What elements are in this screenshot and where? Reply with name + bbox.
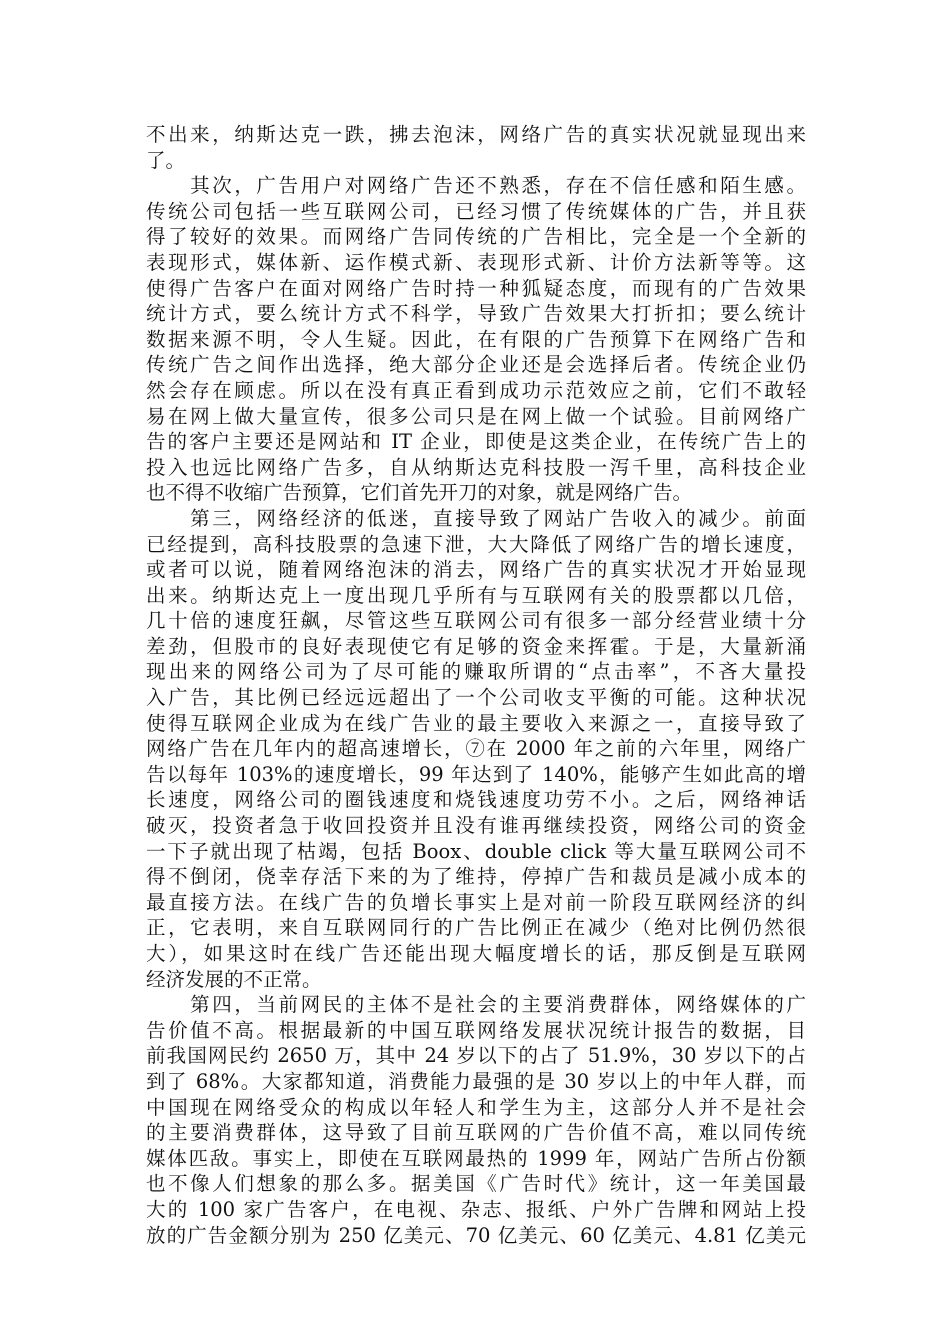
text-line: 几十倍的速度狂飙，尽管这些互联网公司有很多一部分经营业绩十分 bbox=[146, 609, 806, 633]
text-line: 使得互联网企业成为在线广告业的最主要收入来源之一，直接导致了 bbox=[146, 711, 806, 735]
paragraph-start-line: 第三，网络经济的低迷，直接导致了网站广告收入的减少。前面 bbox=[146, 506, 806, 530]
text-line: 数据来源不明，令人生疑。因此，在有限的广告预算下在网络广告和 bbox=[146, 327, 806, 351]
text-line: 现出来的网络公司为了尽可能的赚取所谓的“点击率”，不吝大量投 bbox=[146, 660, 806, 684]
text-line: 放的广告金额分别为 250 亿美元、70 亿美元、60 亿美元、4.81 亿美元 bbox=[146, 1223, 806, 1247]
text-line: 也不得不收缩广告预算，它们首先开刀的对象，就是网络广告。 bbox=[146, 481, 693, 505]
text-line: 得了较好的效果。而网络广告同传统的广告相比，完全是一个全新的 bbox=[146, 225, 806, 249]
document-body bbox=[146, 122, 806, 1248]
paragraph-start-line: 其次，广告用户对网络广告还不熟悉，存在不信任感和陌生感。 bbox=[146, 174, 806, 198]
text-line: 易在网上做大量宣传，很多公司只是在网上做一个试验。目前网络广 bbox=[146, 404, 806, 428]
text-line: 出来。纳斯达克上一度出现几乎所有与互联网有关的股票都以几倍， bbox=[146, 583, 806, 607]
text-line: 得不倒闭，侥幸存活下来的为了维持，停掉广告和裁员是减小成本的 bbox=[146, 865, 806, 889]
text-line: 传统广告之间作出选择，绝大部分企业还是会选择后者。传统企业仍 bbox=[146, 353, 806, 377]
text-line: 不出来，纳斯达克一跌，拂去泡沫，网络广告的真实状况就显现出来 bbox=[146, 123, 806, 146]
text-line: 了。 bbox=[146, 148, 186, 172]
text-line: 已经提到，高科技股票的急速下泄，大大降低了网络广告的增长速度， bbox=[146, 532, 806, 556]
text-line: 中国现在网络受众的构成以年轻人和学生为主，这部分人并不是社会 bbox=[146, 1095, 806, 1119]
text-line: 告的客户主要还是网站和 IT 企业，即使是这类企业，在传统广告上的 bbox=[146, 430, 806, 454]
text-line: 一下子就出现了枯竭，包括 Boox、double click 等大量互联网公司不 bbox=[146, 839, 806, 863]
text-line: 入广告，其比例已经远远超出了一个公司收支平衡的可能。这种状况 bbox=[146, 686, 806, 710]
text-line: 告以每年 103%的速度增长，99 年达到了 140%，能够产生如此高的增 bbox=[146, 762, 806, 786]
text-line: 经济发展的不正常。 bbox=[146, 967, 322, 991]
text-line: 告价值不高。根据最新的中国互联网络发展状况统计报告的数据，目 bbox=[146, 1018, 806, 1042]
text-line: 差劲，但股市的良好表现使它有足够的资金来挥霍。于是，大量新涌 bbox=[146, 634, 806, 658]
text-line: 或者可以说，随着网络泡沫的消去，网络广告的真实状况才开始显现 bbox=[146, 558, 806, 582]
text-line: 使得广告客户在面对网络广告时持一种狐疑态度，而现有的广告效果 bbox=[146, 276, 806, 300]
text-line: 破灭，投资者急于收回投资并且没有谁再继续投资，网络公司的资金 bbox=[146, 814, 806, 838]
text-line: 大），如果这时在线广告还能出现大幅度增长的话，那反倒是互联网 bbox=[146, 942, 806, 965]
text-line: 大的 100 家广告客户，在电视、杂志、报纸、户外广告牌和网站上投 bbox=[146, 1197, 806, 1221]
text-line: 网络广告在几年内的超高速增长，⑦在 2000 年之前的六年里，网络广 bbox=[146, 737, 806, 761]
text-line: 媒体匹敌。事实上，即使在互联网最热的 1999 年，网站广告所占份额 bbox=[146, 1146, 806, 1170]
text-line: 正，它表明，来自互联网同行的广告比例正在减少（绝对比例仍然很 bbox=[146, 916, 806, 940]
text-line: 前我国网民约 2650 万，其中 24 岁以下的占了 51.9%，30 岁以下的占 bbox=[146, 1044, 806, 1068]
text-line: 统计方式，要么统计方式不科学，导致广告效果大打折扣；要么统计 bbox=[146, 302, 806, 326]
paragraph-start-line: 第四，当前网民的主体不是社会的主要消费群体，网络媒体的广 bbox=[146, 993, 806, 1017]
text-line: 也不像人们想象的那么多。据美国《广告时代》统计，这一年美国最 bbox=[146, 1172, 806, 1196]
text-line: 长速度，网络公司的圈钱速度和烧钱速度功劳不小。之后，网络神话 bbox=[146, 788, 806, 812]
text-line: 的主要消费群体，这导致了目前互联网的广告价值不高，难以同传统 bbox=[146, 1121, 806, 1145]
text-line: 然会存在顾虑。所以在没有真正看到成功示范效应之前，它们不敢轻 bbox=[146, 378, 806, 402]
text-line: 投入也远比网络广告多，自从纳斯达克科技股一泻千里，高科技企业 bbox=[146, 455, 806, 479]
text-line: 表现形式，媒体新、运作模式新、表现形式新、计价方法新等等。这 bbox=[146, 250, 806, 274]
text-line: 到了 68%。大家都知道，消费能力最强的是 30 岁以上的中年人群，而 bbox=[146, 1069, 806, 1093]
text-line: 传统公司包括一些互联网公司，已经习惯了传统媒体的广告，并且获 bbox=[146, 199, 806, 223]
text-line: 最直接方法。在线广告的负增长事实上是对前一阶段互联网经济的纠 bbox=[146, 890, 806, 914]
